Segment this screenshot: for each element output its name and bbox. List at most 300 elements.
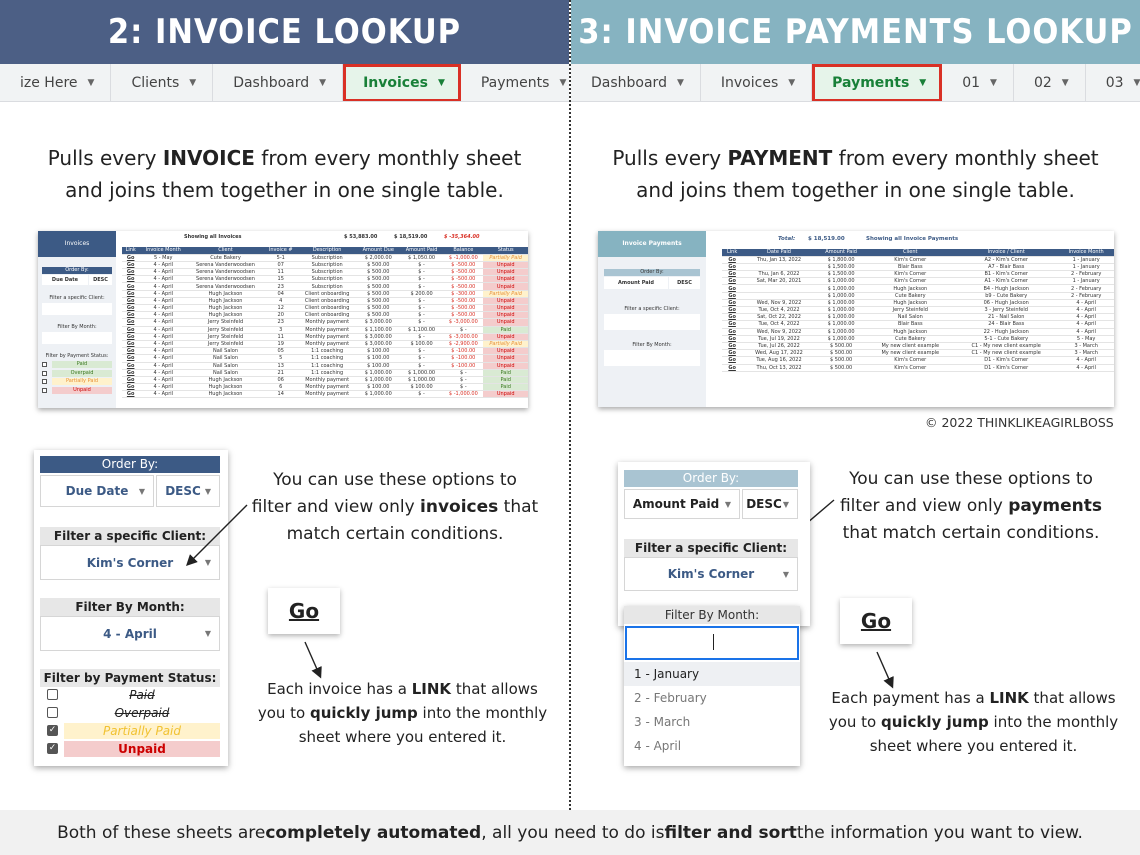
table-cell: $ -500.00 xyxy=(443,283,483,290)
go-link[interactable]: Go xyxy=(122,290,139,297)
client-filter-header: Filter a specific Client: xyxy=(624,539,798,557)
table-cell: Thu, Oct 13, 2022 xyxy=(742,364,816,371)
table-cell: D1 - Kim's Corner xyxy=(954,357,1058,364)
right-filter-callout xyxy=(836,466,1106,547)
table-cell: Subscription xyxy=(298,269,357,276)
order-field[interactable]: Amount Paid xyxy=(604,277,668,289)
desc-line: and joins them together in one single table. xyxy=(65,178,504,202)
go-link[interactable]: Go xyxy=(722,321,742,328)
footer-banner xyxy=(0,810,1140,855)
callout-text: filter and view only xyxy=(839,496,1009,516)
table-cell: Hugh Jackson xyxy=(187,391,264,398)
go-link[interactable]: Go xyxy=(722,364,742,371)
tab-label: 01 xyxy=(962,75,981,91)
table-cell: 1:1 coaching xyxy=(298,355,357,362)
footer-bold: filter and sort xyxy=(664,822,797,843)
table-cell: $ 500.00 xyxy=(357,276,400,283)
table-cell: 4 - April xyxy=(139,305,187,312)
table-cell: Subscription xyxy=(298,283,357,290)
table-cell: Tue, Jul 26, 2022 xyxy=(742,342,816,349)
callout-text: that xyxy=(498,497,539,517)
table-cell: Blair Bass xyxy=(866,321,954,328)
go-link[interactable]: Go xyxy=(122,333,139,340)
status-badge: Unpaid xyxy=(483,391,528,398)
table-cell: Tue, Jul 19, 2022 xyxy=(742,335,816,342)
status-badge: Unpaid xyxy=(483,283,528,290)
summary-paid: $ 18,519.00 xyxy=(394,234,428,240)
table-cell: Tue, Oct 4, 2022 xyxy=(742,307,816,314)
column-header: Invoice Month xyxy=(139,247,187,254)
table-cell: 4 - April xyxy=(1058,357,1114,364)
table-cell: Monthly payment xyxy=(298,326,357,333)
go-link[interactable]: Go xyxy=(122,276,139,283)
table-cell: 2 - February xyxy=(1058,271,1114,278)
table-cell: $ -500.00 xyxy=(443,276,483,283)
client-filter-value: Kim's Corner xyxy=(86,555,174,570)
table-cell: 4 - April xyxy=(139,376,187,383)
table-cell: 4 - April xyxy=(139,362,187,369)
go-link[interactable]: Go xyxy=(122,362,139,369)
table-cell: 15 xyxy=(264,276,298,283)
callout-bold: LINK xyxy=(411,680,452,698)
order-direction-value: DESC xyxy=(165,484,201,498)
table-cell: Kim's Corner xyxy=(866,256,954,263)
go-link[interactable]: Go xyxy=(722,350,742,357)
table-cell: Serena Vanderwoodsen xyxy=(187,261,264,268)
column-header: Status xyxy=(483,247,528,254)
status-badge: Unpaid xyxy=(483,276,528,283)
table-cell: $ -100.00 xyxy=(443,348,483,355)
table-cell: 4 - April xyxy=(139,283,187,290)
table-cell: 5 - May xyxy=(1058,335,1114,342)
table-cell: Jerry Steinfeld xyxy=(187,340,264,347)
tab-label: 03 xyxy=(1105,75,1124,91)
table-cell: 4 - April xyxy=(139,333,187,340)
go-link[interactable]: Go xyxy=(722,256,742,263)
table-cell: Nail Salon xyxy=(187,369,264,376)
table-cell: Subscription xyxy=(298,254,357,261)
table-cell: 4 - April xyxy=(139,355,187,362)
go-link[interactable]: Go xyxy=(122,384,139,391)
go-link[interactable]: Go xyxy=(122,340,139,347)
go-link[interactable]: Go xyxy=(722,357,742,364)
go-link[interactable]: Go xyxy=(122,305,139,312)
table-cell: $ 500.00 xyxy=(357,261,400,268)
table-cell: 3 - Jerry Steinfeld xyxy=(954,307,1058,314)
go-link[interactable]: Go xyxy=(122,269,139,276)
table-cell: Hugh Jackson xyxy=(866,299,954,306)
arrow-to-client-filter xyxy=(188,505,247,564)
go-link[interactable]: Go xyxy=(122,297,139,304)
table-cell: $ 100.00 xyxy=(357,355,400,362)
table-cell: 2 - February xyxy=(1058,285,1114,292)
order-direction[interactable]: DESC xyxy=(89,275,112,285)
order-direction[interactable]: DESC xyxy=(669,277,700,289)
desc-text: Pulls every xyxy=(47,146,163,170)
table-cell: $ 100.00 xyxy=(400,340,443,347)
table-cell: $ 500.00 xyxy=(357,297,400,304)
arrow-from-go-button xyxy=(305,642,320,676)
table-cell: Hugh Jackson xyxy=(187,312,264,319)
table-cell: 4 - April xyxy=(139,290,187,297)
status-filter-label: Overpaid xyxy=(52,370,112,377)
chevron-down-icon: ▼ xyxy=(1061,78,1069,88)
table-cell: A2 - Kim's Corner xyxy=(954,256,1058,263)
table-cell: $ -500.00 xyxy=(443,305,483,312)
table-cell: 4 - April xyxy=(1058,307,1114,314)
table-cell: $ -100.00 xyxy=(443,355,483,362)
table-cell: 3 xyxy=(264,326,298,333)
table-cell: Sat, Oct 22, 2022 xyxy=(742,314,816,321)
go-link[interactable]: Go xyxy=(122,376,139,383)
go-link[interactable]: Go xyxy=(722,285,742,292)
go-link[interactable]: Go xyxy=(722,342,742,349)
go-link[interactable]: Go xyxy=(122,319,139,326)
order-field[interactable]: Due Date xyxy=(42,275,88,285)
table-cell: $ -500.00 xyxy=(443,269,483,276)
callout-line: sheet where you entered it. xyxy=(298,728,507,746)
status-badge: Paid xyxy=(483,326,528,333)
table-cell: $ 1,000.00 xyxy=(400,376,443,383)
order-field-value: Amount Paid xyxy=(632,497,720,511)
table-cell: 4 xyxy=(264,297,298,304)
go-link[interactable]: Go xyxy=(122,348,139,355)
table-cell: $ - xyxy=(400,269,443,276)
callout-bold: quickly jump xyxy=(881,713,989,731)
table-cell: Monthly payment xyxy=(298,340,357,347)
table-cell: 4 - April xyxy=(1058,364,1114,371)
table-cell: Hugh Jackson xyxy=(866,285,954,292)
table-cell: Client onboarding xyxy=(298,312,357,319)
table-cell: $ - xyxy=(400,333,443,340)
table-cell: Cute Bakery xyxy=(866,292,954,299)
go-link[interactable]: Go xyxy=(722,278,742,285)
chevron-down-icon: ▼ xyxy=(138,486,145,496)
table-cell: Serena Vanderwoodsen xyxy=(187,283,264,290)
month-filter-value: 4 - April xyxy=(103,626,157,641)
table-cell: 4 - April xyxy=(139,348,187,355)
callout-bold: quickly jump xyxy=(310,704,418,722)
table-cell: 3 - March xyxy=(1058,342,1114,349)
table-cell: Kim's Corner xyxy=(866,357,954,364)
order-field-select[interactable] xyxy=(624,489,740,519)
column-header: Date Paid xyxy=(742,249,816,256)
table-cell: Wed, Aug 17, 2022 xyxy=(742,350,816,357)
footer-text: , all you need to do is xyxy=(481,822,665,843)
table-cell: Tue, Aug 16, 2022 xyxy=(742,357,816,364)
status-badge: Unpaid xyxy=(483,261,528,268)
table-cell: 4 - April xyxy=(139,369,187,376)
go-link[interactable]: Go xyxy=(122,355,139,362)
go-link[interactable]: Go xyxy=(122,326,139,333)
table-cell: $ - xyxy=(400,391,443,398)
month-filter-input[interactable] xyxy=(625,626,799,660)
table-cell: C1 - My new client example xyxy=(954,350,1058,357)
tab-label: Invoices xyxy=(720,75,779,91)
order-direction-value: DESC xyxy=(746,497,782,511)
tab-label: 02 xyxy=(1033,75,1052,91)
go-link[interactable]: Go xyxy=(722,335,742,342)
table-cell: $ 1,050.00 xyxy=(400,254,443,261)
chevron-down-icon: ▼ xyxy=(1133,78,1140,88)
tab-label: ize Here xyxy=(20,75,78,91)
status-badge: Unpaid xyxy=(483,348,528,355)
table-cell: Client onboarding xyxy=(298,305,357,312)
table-cell: 07 xyxy=(264,261,298,268)
footer-text: the information you want to view. xyxy=(796,822,1083,843)
checkbox[interactable]: ✓ xyxy=(48,725,57,735)
table-cell: 21 xyxy=(264,369,298,376)
table-cell: 23 xyxy=(264,319,298,326)
table-cell: $ 500.00 xyxy=(816,357,867,364)
table-cell: B4 - Hugh Jackson xyxy=(954,285,1058,292)
table-cell: 4 - April xyxy=(139,297,187,304)
table-cell: Nail Salon xyxy=(866,314,954,321)
callout-bold: payments xyxy=(1008,496,1103,516)
table-cell: 22 - Hugh Jackson xyxy=(954,328,1058,335)
status-filter-header: Filter by Payment Status: xyxy=(40,669,220,687)
table-cell: Thu, Jan 6, 2022 xyxy=(742,271,816,278)
table-cell: $ 500.00 xyxy=(816,342,867,349)
tab-label: Payments xyxy=(480,75,550,91)
table-cell: Monthly payment xyxy=(298,384,357,391)
go-link[interactable]: Go xyxy=(122,312,139,319)
table-cell: Nail Salon xyxy=(187,355,264,362)
table-cell: $ - xyxy=(400,276,443,283)
table-cell: b9 - Cute Bakery xyxy=(954,292,1058,299)
table-cell: $ - xyxy=(400,283,443,290)
table-cell: 5 - May xyxy=(139,254,187,261)
table-cell: Wed, Nov 9, 2022 xyxy=(742,299,816,306)
summary-balance: $ -35,364.00 xyxy=(444,234,480,240)
total-label: Total: xyxy=(778,236,796,242)
go-link[interactable]: Go xyxy=(722,314,742,321)
callout-bold: invoices xyxy=(420,497,499,517)
month-filter-label: Filter By Month: xyxy=(632,342,672,348)
table-cell: $ - xyxy=(400,362,443,369)
chevron-down-icon: ▼ xyxy=(189,78,197,88)
table-cell: 4 - April xyxy=(139,276,187,283)
table-cell: Hugh Jackson xyxy=(187,297,264,304)
callout-text: that allows xyxy=(451,680,538,698)
status-badge: Unpaid xyxy=(483,362,528,369)
table-cell: 11 xyxy=(264,269,298,276)
table-cell: $ 1,000.00 xyxy=(816,321,867,328)
desc-line: and joins them together in one single table. xyxy=(636,178,1075,202)
callout-text: Each payment has a xyxy=(831,689,990,707)
table-cell: Nail Salon xyxy=(187,362,264,369)
table-cell: $ 1,000.00 xyxy=(816,335,867,342)
table-cell: Blair Bass xyxy=(866,263,954,270)
table-cell: $ 500.00 xyxy=(357,283,400,290)
tab-label: Dashboard xyxy=(233,75,310,91)
callout-line: sheet where you entered it. xyxy=(869,737,1078,755)
status-option-overpaid: Overpaid xyxy=(114,706,170,720)
table-cell: $ - xyxy=(443,384,483,391)
table-cell: Wed, Nov 9, 2022 xyxy=(742,328,816,335)
summary-label: Showing all Invoices xyxy=(184,234,242,240)
checkbox[interactable]: ✓ xyxy=(48,743,57,753)
table-cell: $ 1,100.00 xyxy=(400,326,443,333)
table-cell: $ -1,000.00 xyxy=(443,254,483,261)
table-cell: Kim's Corner xyxy=(866,278,954,285)
order-field-value: Due Date xyxy=(65,484,129,498)
month-options-list xyxy=(624,662,800,758)
status-filter-label: Partially Paid xyxy=(52,378,112,385)
go-link[interactable]: Go xyxy=(722,299,742,306)
status-badge: Unpaid xyxy=(483,355,528,362)
table-cell: 6 xyxy=(264,384,298,391)
table-cell: Subscription xyxy=(298,276,357,283)
table-cell: Monthly payment xyxy=(298,391,357,398)
go-link[interactable]: Go xyxy=(722,263,742,270)
tab-label: Payments xyxy=(832,75,910,91)
chevron-down-icon: ▼ xyxy=(676,78,684,88)
go-link[interactable]: Go xyxy=(122,283,139,290)
table-cell: Monthly payment xyxy=(298,319,357,326)
table-cell: 4 - April xyxy=(139,391,187,398)
callout-text: into the monthly xyxy=(988,713,1119,731)
table-cell: 4 - April xyxy=(139,319,187,326)
status-badge: Unpaid xyxy=(483,312,528,319)
table-cell: $ 1,000.00 xyxy=(357,376,400,383)
table-cell: 06 - Hugh Jackson xyxy=(954,299,1058,306)
go-link[interactable]: Go xyxy=(122,254,139,261)
status-filter-label: Unpaid xyxy=(52,387,112,394)
go-link[interactable]: Go xyxy=(722,307,742,314)
column-header: Amount Due xyxy=(357,247,400,254)
right-link-callout xyxy=(826,686,1121,758)
table-cell: $ 1,000.00 xyxy=(357,369,400,376)
go-link[interactable]: Go xyxy=(722,328,742,335)
client-filter-header: Filter a specific Client: xyxy=(40,527,220,545)
text-cursor xyxy=(713,634,714,650)
table-cell: $ 100.00 xyxy=(357,362,400,369)
callout-line: match certain conditions. xyxy=(286,524,504,544)
table-cell: Subscription xyxy=(298,261,357,268)
chevron-down-icon: ▼ xyxy=(782,499,789,509)
status-badge: Partially Paid xyxy=(483,290,528,297)
table-cell: $ 3,000.00 xyxy=(357,319,400,326)
go-link[interactable]: Go xyxy=(122,261,139,268)
desc-text: from every monthly sheet xyxy=(254,146,522,170)
column-header: Amount Paid xyxy=(816,249,867,256)
chevron-down-icon: ▼ xyxy=(990,78,997,88)
status-option-paid: Paid xyxy=(129,688,155,702)
table-cell: 11 xyxy=(264,333,298,340)
status-badge: Unpaid xyxy=(483,297,528,304)
go-link[interactable]: Go xyxy=(122,391,139,398)
table-cell: 19 xyxy=(264,340,298,347)
table-cell: 4 - April xyxy=(139,269,187,276)
status-badge: Partially Paid xyxy=(483,340,528,347)
go-link-button[interactable]: Go xyxy=(840,598,912,644)
table-cell: $ 500.00 xyxy=(357,305,400,312)
table-cell: C1 - My new client example xyxy=(954,342,1058,349)
column-header: Link xyxy=(722,249,742,256)
table-cell: Jerry Steinfeld xyxy=(187,333,264,340)
month-option[interactable]: 1 - January xyxy=(624,662,800,686)
chevron-down-icon: ▼ xyxy=(319,78,327,88)
month-option[interactable]: 3 - March xyxy=(624,710,800,734)
status-badge: Unpaid xyxy=(483,333,528,340)
order-direction-select[interactable] xyxy=(742,489,798,519)
table-cell: 4 - April xyxy=(139,384,187,391)
table-cell: $ -500.00 xyxy=(443,297,483,304)
table-cell: 4 - April xyxy=(1058,299,1114,306)
chevron-down-icon: ▼ xyxy=(437,78,445,88)
callout-line: You can use these options to xyxy=(273,470,517,490)
table-cell: A1 - Kim's Corner xyxy=(954,278,1058,285)
table-cell: 21 - Nail Salon xyxy=(954,314,1058,321)
table-cell: Hugh Jackson xyxy=(866,328,954,335)
table-cell: $ - xyxy=(400,297,443,304)
table-cell: 04 xyxy=(264,290,298,297)
order-by-header: Order By: xyxy=(624,470,798,487)
month-option[interactable]: 2 - February xyxy=(624,686,800,710)
go-link[interactable]: Go xyxy=(722,292,742,299)
callout-text: filter and view only xyxy=(251,497,421,517)
table-cell: Monthly payment xyxy=(298,376,357,383)
payments-sheet-title: Invoice Payments xyxy=(598,231,706,257)
table-cell: Thu, Jan 13, 2022 xyxy=(742,256,816,263)
go-link[interactable]: Go xyxy=(122,369,139,376)
status-badge: Partially Paid xyxy=(483,254,528,261)
go-link[interactable]: Go xyxy=(722,271,742,278)
table-cell: $ 1,000.00 xyxy=(816,278,867,285)
order-by-header: Order By: xyxy=(40,456,220,473)
table-cell: Hugh Jackson xyxy=(187,305,264,312)
month-option[interactable]: 4 - April xyxy=(624,734,800,758)
table-cell: A7 - Blair Bass xyxy=(954,263,1058,270)
right-banner-title: 3: INVOICE PAYMENTS LOOKUP xyxy=(571,0,1140,64)
table-cell: 4 - April xyxy=(139,326,187,333)
column-header: Invoice Month xyxy=(1058,249,1114,256)
status-badge: Paid xyxy=(483,369,528,376)
table-cell: $ -100.00 xyxy=(443,362,483,369)
desc-text: Pulls every xyxy=(612,146,728,170)
table-cell: $ 100.00 xyxy=(357,348,400,355)
client-filter-select[interactable] xyxy=(624,557,798,591)
table-cell: 4 - April xyxy=(1058,314,1114,321)
callout-text: you to xyxy=(828,713,881,731)
table-cell: $ 1,000.00 xyxy=(816,307,867,314)
table-cell: Kim's Corner xyxy=(866,271,954,278)
table-cell: Hugh Jackson xyxy=(187,290,264,297)
table-cell: $ -500.00 xyxy=(443,312,483,319)
client-filter-label: Filter a specific Client: xyxy=(49,295,105,301)
status-option-unpaid: Unpaid xyxy=(64,741,220,757)
table-cell: $ -2,900.00 xyxy=(443,340,483,347)
table-cell: 1 - January xyxy=(1058,278,1114,285)
arrow-from-go-button xyxy=(877,652,892,686)
table-cell: Cute Bakery xyxy=(187,254,264,261)
table-cell: B1 - Kim's Corner xyxy=(954,271,1058,278)
month-filter-header: Filter By Month: xyxy=(624,606,800,624)
table-cell: 1:1 coaching xyxy=(298,369,357,376)
table-cell: 1:1 coaching xyxy=(298,362,357,369)
table-cell: $ 1,100.00 xyxy=(357,326,400,333)
table-cell: Serena Vanderwoodsen xyxy=(187,276,264,283)
callout-text: you to xyxy=(257,704,310,722)
table-cell: Client onboarding xyxy=(298,290,357,297)
go-link-button[interactable]: Go xyxy=(268,588,340,634)
table-cell: 1 - January xyxy=(1058,256,1114,263)
table-cell: 4 - April xyxy=(139,340,187,347)
table-cell: $ 3,000.00 xyxy=(357,333,400,340)
desc-bold: PAYMENT xyxy=(727,146,833,170)
column-header: Link xyxy=(122,247,139,254)
